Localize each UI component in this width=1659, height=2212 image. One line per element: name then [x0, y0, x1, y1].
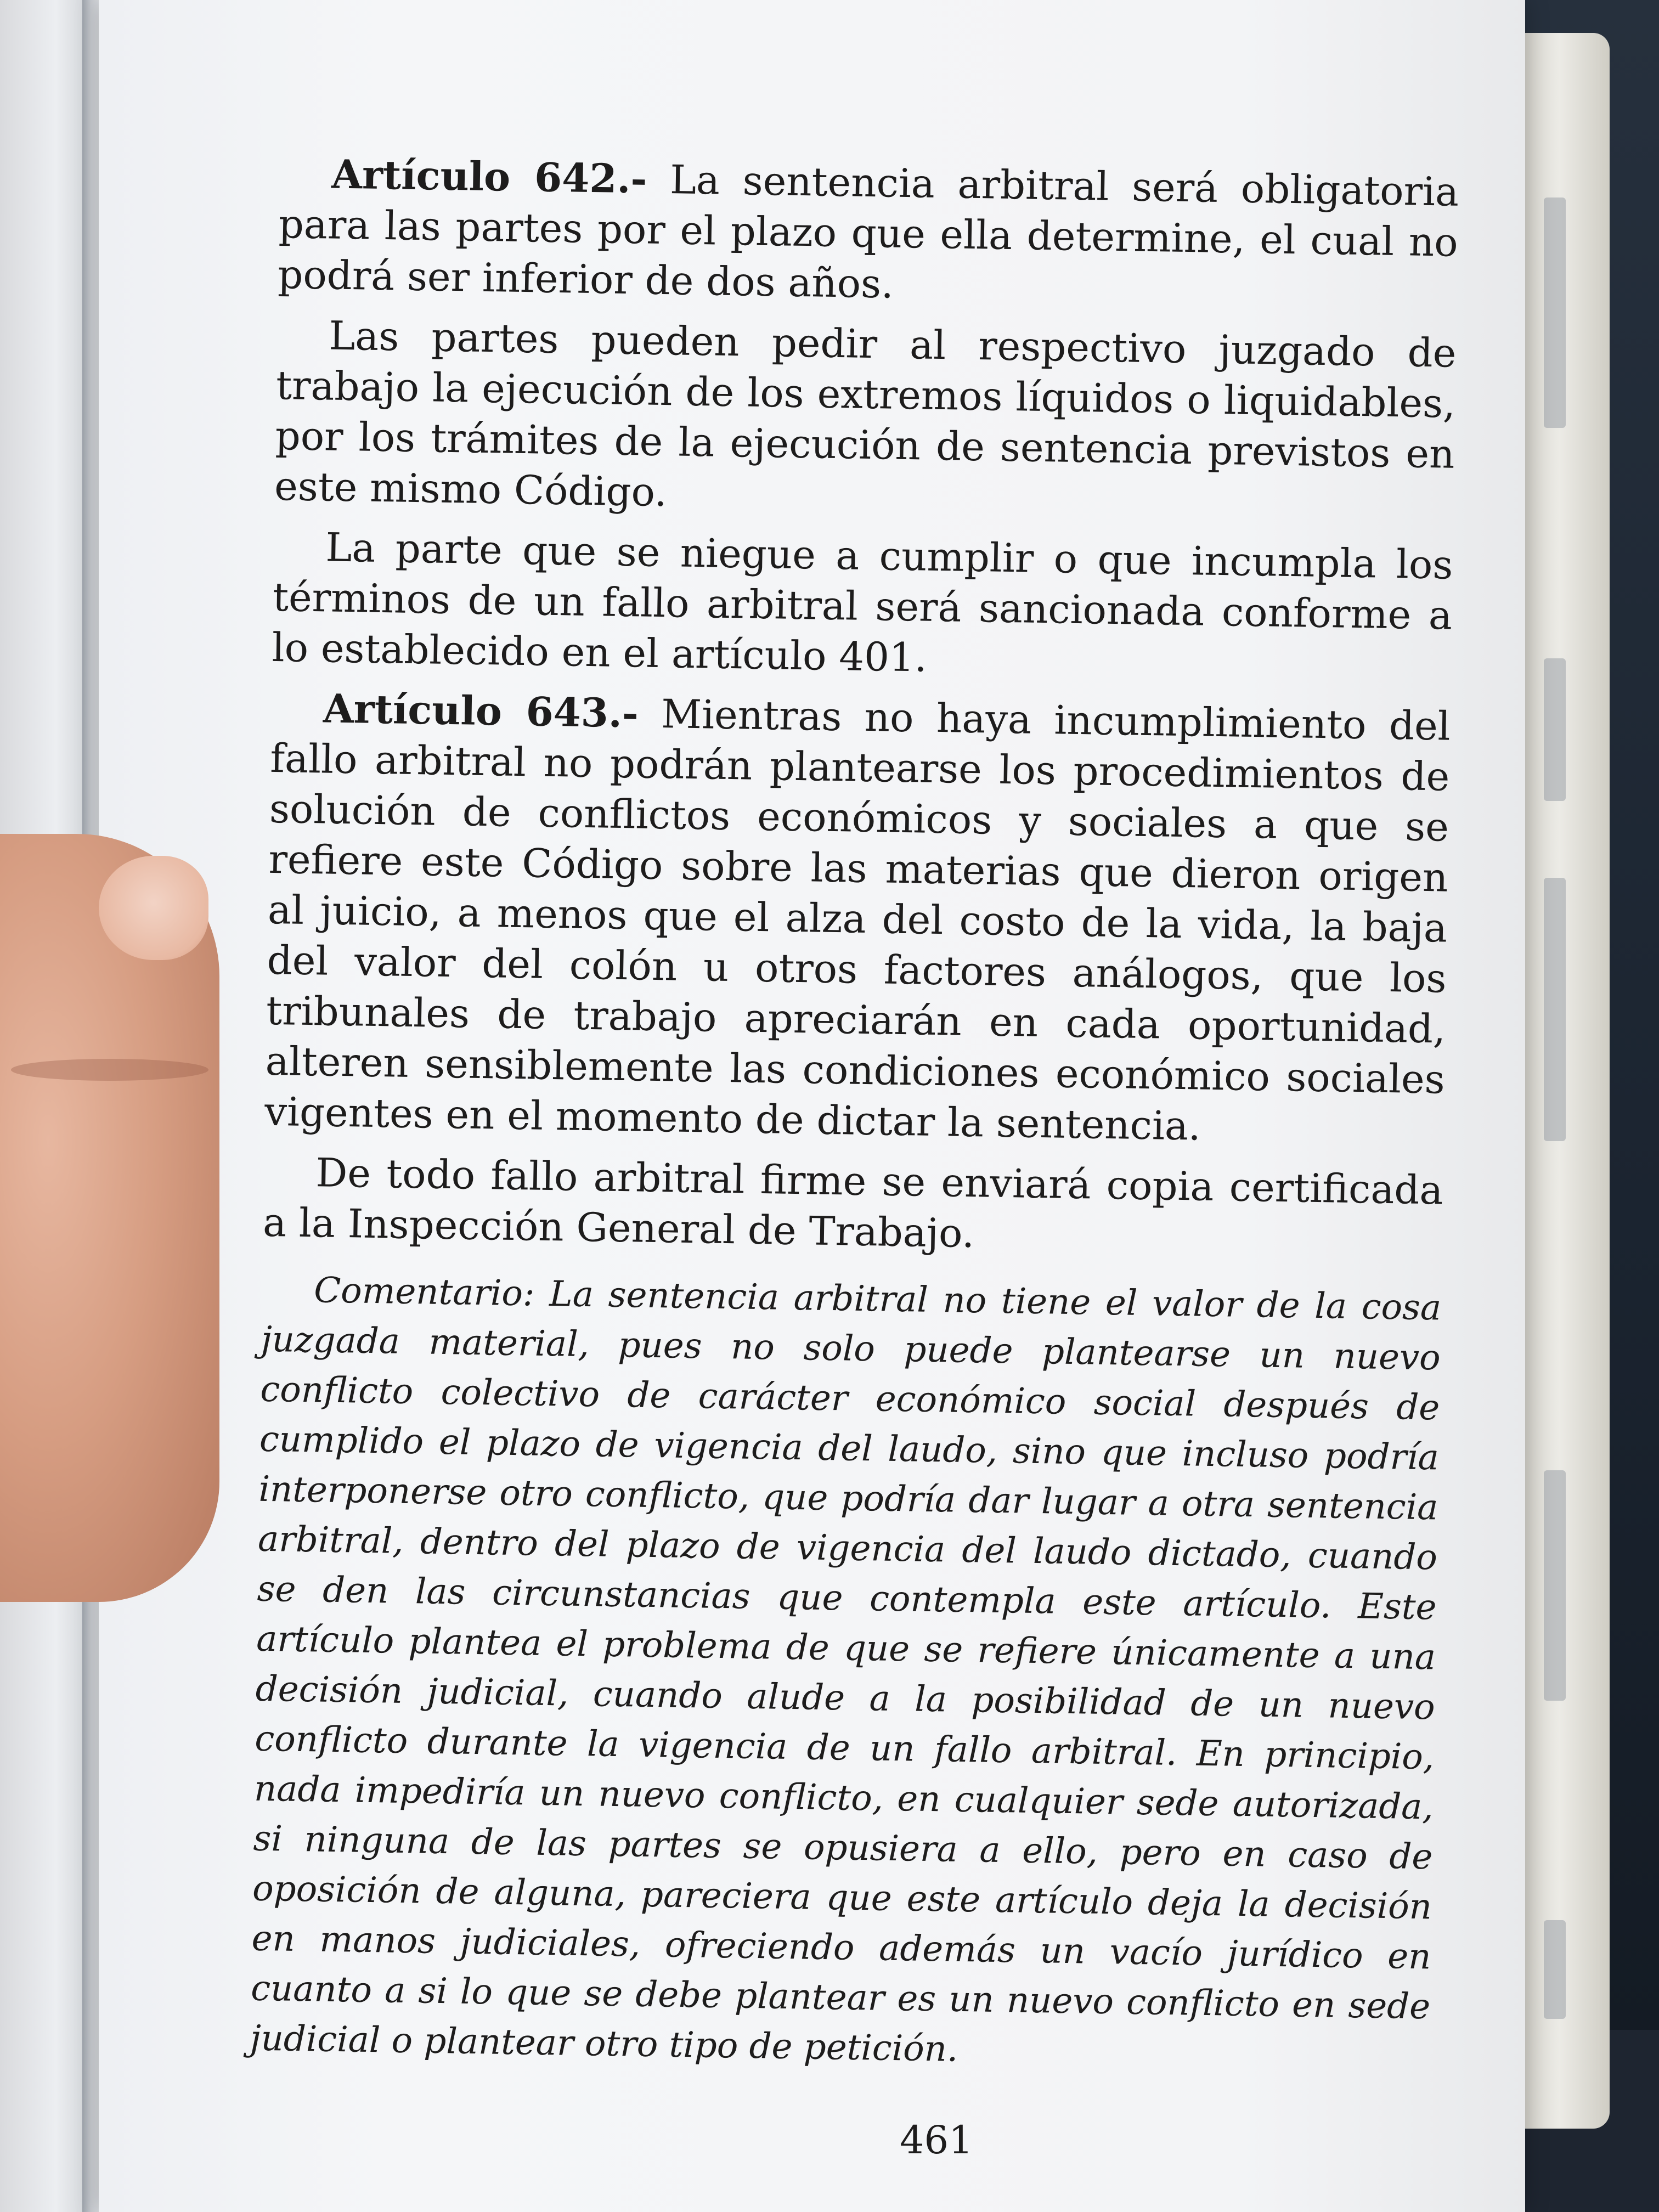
paragraph-text: La sentencia arbitral será obligatoria para las partes por el plazo que ella determine, el cual no podrá ser inferior de dos años.: [277, 156, 1459, 307]
article-heading: Artículo 643.-: [323, 685, 639, 737]
paragraph: [274, 309, 1457, 530]
finger-crease: [11, 1059, 208, 1081]
page-number: 461: [900, 2118, 973, 2163]
paragraph-text: De todo fallo arbitral firme se enviará copia certificada a la Inspección General de Trabajo.: [262, 1149, 1444, 1257]
paragraph-text: Las partes pueden pedir al respectivo juzgado de trabajo la ejecución de los extremos líquidos o liquidables, por los trámites de la ejecución de sentencia previstos en este mismo Código.: [274, 312, 1457, 516]
paragraph: [263, 1147, 1444, 1266]
paragraph: [272, 521, 1453, 691]
page-text: [250, 148, 1459, 2082]
edge-marking: [1544, 1920, 1566, 2019]
paragraph: [278, 148, 1459, 318]
edge-marking: [1544, 878, 1566, 1141]
edge-marking: [1544, 198, 1566, 428]
paragraph-text: Mientras no haya incumplimiento del fallo arbitral no podrán plantearse los procedimientos de solución de conflictos económicos y sociales a que se refiere este Código sobre las materias que dieron origen al juicio, a menos que el alza del costo de la vida, la baja del valor del colón u otros factores análogos, que los tribunales de trabajo apreciarán en cada oportunidad, alteren sensiblemente las condiciones económico sociales vigentes en el momento de dictar la sentencia.: [264, 691, 1451, 1149]
edge-marking: [1544, 1470, 1566, 1701]
article-heading: Artículo 642.-: [331, 150, 648, 202]
thumbnail-nail: [99, 856, 208, 960]
book-page: [99, 0, 1525, 2212]
commentary: Comentario: La sentencia arbitral no tiene el valor de la cosa juzgada material, pues no solo puede plantearse un nuevo conflicto colectivo de carácter económico social después de cumplido el plazo de vigencia del laudo, sino que incluso podría interponerse otro conflicto, que podría dar lugar a otra sentencia arbitral, dentro del plazo de vigencia del laudo dictado, cuando se den las circunstancias que contempla este artículo. Este artículo plantea el problema de que se refiere únicamente a una decisión judicial, cuando alude a la posibilidad de un nuevo conflicto durante la vigencia de un fallo arbitral. En principio, nada impediría un nuevo conflicto, en cualquier sede autorizada, si ninguna de las partes se opusiera a ello, pero en caso de oposición de alguna, pareciera que este artículo deja la decisión en manos judiciales, ofreciendo además un vacío jurídico en cuanto a si lo que se debe plantear es un nuevo conflicto en sede judicial o plantear otro tipo de petición.: [250, 1270, 1442, 2070]
paragraph-text: La parte que se niegue a cumplir o que incumpla los términos de un fallo arbitral será sancionada conforme a lo establecido en el artículo 401.: [272, 524, 1453, 681]
paragraph: [264, 682, 1451, 1155]
edge-marking: [1544, 658, 1566, 801]
